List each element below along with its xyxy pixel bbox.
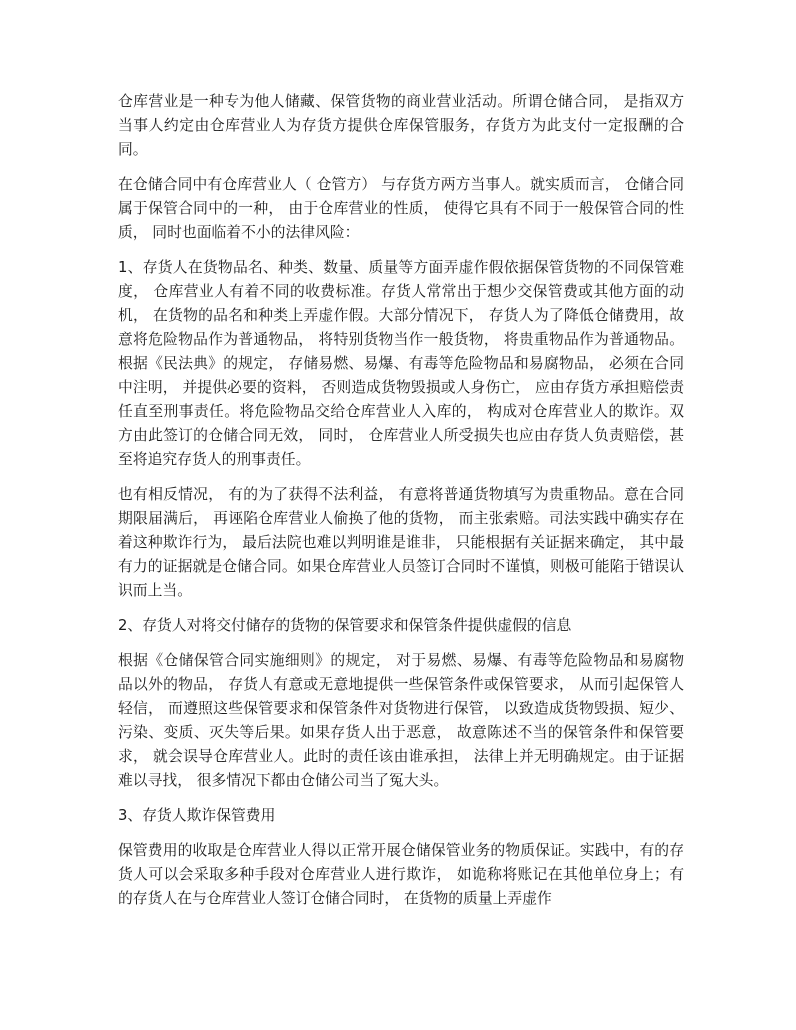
heading-risk-3: 3、存货人欺诈保管费用 xyxy=(118,807,276,824)
paragraph-risk-3: 保管费用的收取是仓库营业人得以正常开展仓储保管业务的物质保证。实践中，有的存货人可以会采取多种手段对仓库营业人进行欺诈， 如诡称将账记在其他单位身上；有的存货人在与仓库营业人签订仓储合同时， 在货物的质量上弄虚作 xyxy=(118,842,684,907)
paragraph-risk-2: 根据《仓储保管合同实施细则》的规定， 对于易燃、易爆、有毒等危险物品和易腐物品以外的物品， 存货人有意或无意地提供一些保管条件或保管要求， 从而引起保管人轻信， 而遵照这些保管要求和保管条件对货物进行保管， 以致造成货物毁损、短少、污染、变质、灭失等后果。如果存货人出于恶意， 故意陈述不当的保管条件和保管要求， 就会误导仓库营业人。此时的责任该由谁承担， 法律上并无明确规定。由于证据难以寻找， 很多情况下都由仓储公司当了冤大头。 xyxy=(118,652,684,789)
paragraph-parties: 在仓储合同中有仓库营业人（ 仓管方） 与存货方两方当事人。就实质而言， 仓储合同属于保管合同中的一种， 由于仓库营业的性质， 使得它具有不同于一般保管合同的性质， 同时也面临着不小的法律风险： xyxy=(118,176,684,241)
paragraph-risk-1: 1、存货人在货物品名、种类、数量、质量等方面弄虚作假依据保管货物的不同保管难度， 仓库营业人有着不同的收费标准。存货人常常出于想少交保管费或其他方面的动机， 在货物的品名和种类上弄虚作假。大部分情况下， 存货人为了降低仓储费用，故意将危险物品作为普通物品， 将特别货物当作一般货物， 将贵重物品作为普通物品。根据《民法典》的规定， 存储易燃、易爆、有毒等危险物品和易腐物品， 必须在合同中注明， 并提供必要的资料， 否则造成货物毁损或人身伤亡， 应由存货方承担赔偿责任直至刑事责任。将危险物品交给仓库营业人入库的， 构成对仓库营业人的欺诈。双方由此签订的仓储合同无效， 同时， 仓库营业人所受损失也应由存货人负责赔偿，甚至将追究存货人的刑事责任。 xyxy=(118,259,684,468)
paragraph-intro: 仓库营业是一种专为他人储藏、保管货物的商业营业活动。所谓仓储合同， 是指双方当事人约定由仓库营业人为存货方提供仓库保管服务，存货方为此支付一定报酬的合同。 xyxy=(118,93,684,158)
paragraph-opposite-case: 也有相反情况， 有的为了获得不法利益， 有意将普通货物填写为贵重物品。意在合同期限届满后， 再诬陷仓库营业人偷换了他的货物， 而主张索赔。司法实践中确实存在着这种欺诈行为， 最后法院也难以判明谁是谁非， 只能根据有关证据来确定， 其中最有力的证据就是仓储合同。如果仓库营业人员签订合同时不谨慎，则极可能陷于错误认识而上当。 xyxy=(118,486,684,599)
document-body xyxy=(118,90,684,922)
heading-risk-2: 2、存货人对将交付储存的货物的保管要求和保管条件提供虚假的信息 xyxy=(118,617,572,634)
